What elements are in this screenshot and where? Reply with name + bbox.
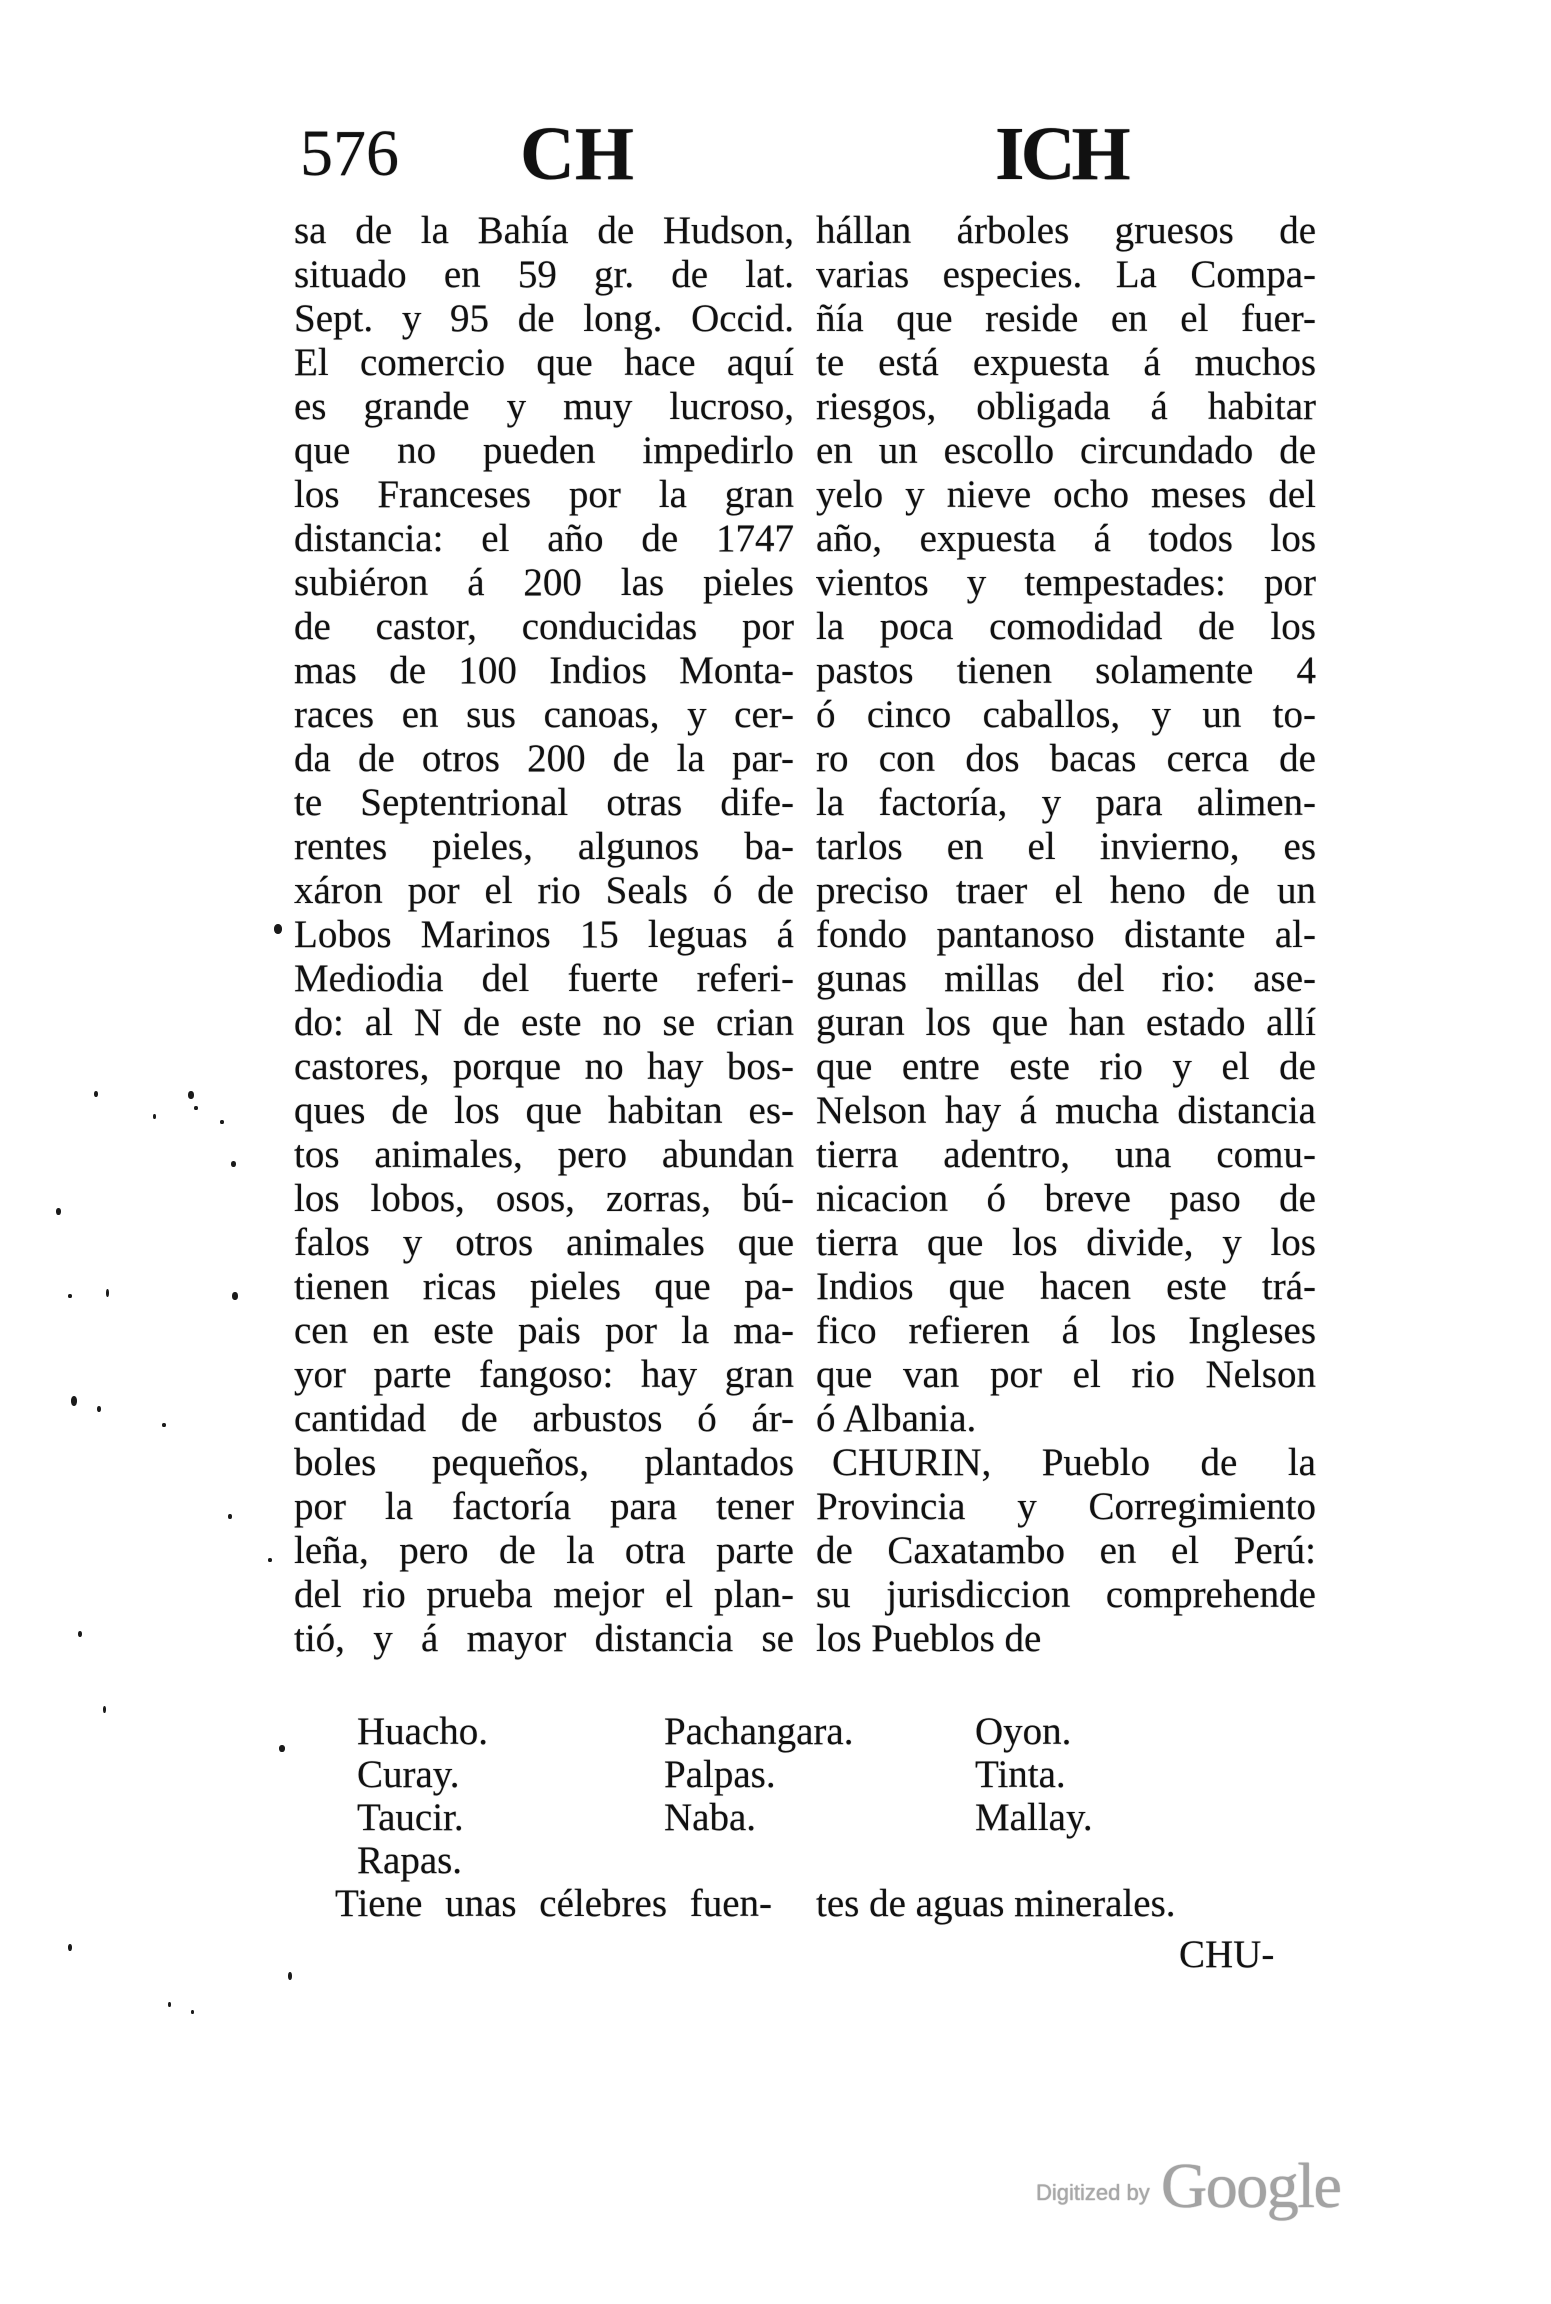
right-column-line: Nelson hay á mucha distancia xyxy=(816,1089,1316,1132)
scan-speck xyxy=(68,1944,72,1951)
left-text-column xyxy=(294,209,794,1661)
left-column-line: cantidad de arbustos ó ár- xyxy=(294,1397,794,1440)
entry-heading-line: CHURIN, Pueblo de la xyxy=(832,1441,1316,1484)
left-column-line: leña, pero de la otra parte xyxy=(294,1529,794,1572)
right-column-line: ro con dos bacas cerca de xyxy=(816,737,1316,780)
left-column-line: Mediodia del fuerte referi- xyxy=(294,957,794,1000)
left-column-line: tienen ricas pieles que pa- xyxy=(294,1265,794,1308)
left-column-line: ques de los que habitan es- xyxy=(294,1089,794,1132)
right-column-line: ó Albania. xyxy=(816,1397,977,1440)
left-column-line: yor parte fangoso: hay gran xyxy=(294,1353,794,1396)
right-column-line: vientos y tempestades: por xyxy=(816,561,1316,604)
running-head-right: ICH xyxy=(995,112,1127,196)
right-column-line: tarlos en el invierno, es xyxy=(816,825,1316,868)
right-column-line: te está expuesta á muchos xyxy=(816,341,1316,384)
right-column-line: la poca comodidad de los xyxy=(816,605,1316,648)
right-text-column xyxy=(816,209,1316,1661)
left-column-line: del rio prueba mejor el plan- xyxy=(294,1573,794,1616)
scan-speck xyxy=(97,1406,101,1412)
left-column-line: races en sus canoas, y cer- xyxy=(294,693,794,736)
right-column-line: ó cinco caballos, y un to- xyxy=(816,693,1316,736)
pueblo-name: Taucir. xyxy=(357,1796,464,1839)
right-column-line: que entre este rio y el de xyxy=(816,1045,1316,1088)
right-column-line: gunas millas del rio: ase- xyxy=(816,957,1316,1000)
digitized-by-label: Digitized by xyxy=(1036,2180,1150,2205)
pueblos-row xyxy=(0,1753,1551,1796)
right-column-line: año, expuesta á todos los xyxy=(816,517,1316,560)
right-column-line: tierra que los divide, y los xyxy=(816,1221,1316,1264)
scan-speck xyxy=(232,1292,238,1300)
pueblos-row xyxy=(0,1839,1551,1882)
left-column-line: los lobos, osos, zorras, bú- xyxy=(294,1177,794,1220)
pueblo-name: Huacho. xyxy=(357,1710,489,1753)
scan-speck xyxy=(162,1423,166,1427)
pueblo-name: Tinta. xyxy=(975,1753,1066,1796)
scan-speck xyxy=(94,1091,98,1097)
left-column-line: por la factoría para tener xyxy=(294,1485,794,1528)
right-column-line: los Pueblos de xyxy=(816,1617,1042,1660)
scan-speck xyxy=(168,2002,171,2007)
pueblos-row xyxy=(0,1796,1551,1839)
right-column-line: fico refieren á los Ingleses xyxy=(816,1309,1316,1352)
left-column-line: boles pequeños, plantados xyxy=(294,1441,794,1484)
scan-speck xyxy=(78,1631,82,1637)
scan-speck xyxy=(106,1289,109,1297)
right-column-line: pastos tienen solamente 4 xyxy=(816,649,1316,692)
scan-speck xyxy=(56,1208,61,1215)
running-head-left: CH xyxy=(520,112,634,196)
left-column-line: cen en este pais por la ma- xyxy=(294,1309,794,1352)
left-column-line: castores, porque no hay bos- xyxy=(294,1045,794,1088)
scan-speck xyxy=(188,1091,194,1099)
page-number: 576 xyxy=(300,117,399,190)
left-column-line: xáron por el rio Seals ó de xyxy=(294,869,794,912)
scan-speck xyxy=(268,1558,272,1562)
right-column-line: en un escollo circundado de xyxy=(816,429,1316,472)
google-logo: Google xyxy=(1161,2150,1341,2221)
left-column-line: da de otros 200 de la par- xyxy=(294,737,794,780)
right-column-line: Indios que hacen este trá- xyxy=(816,1265,1316,1308)
left-column-line: distancia: el año de 1747 xyxy=(294,517,794,560)
right-column-line: riesgos, obligada á habitar xyxy=(816,385,1316,428)
right-column-line: su jurisdiccion comprehende xyxy=(816,1573,1316,1616)
scan-speck xyxy=(220,1120,224,1124)
scan-speck xyxy=(228,1514,232,1519)
pueblo-name: Mallay. xyxy=(975,1796,1093,1839)
closing-sentence-end: tes de aguas minerales. xyxy=(816,1882,1176,1925)
right-column-line: nicacion ó breve paso de xyxy=(816,1177,1316,1220)
scan-speck xyxy=(279,1745,285,1752)
right-column-line: ñía que reside en el fuer- xyxy=(816,297,1316,340)
left-column-line: mas de 100 Indios Monta- xyxy=(294,649,794,692)
pueblo-name: Curay. xyxy=(357,1753,460,1796)
pueblo-name: Palpas. xyxy=(664,1753,776,1796)
right-column-line: preciso traer el heno de un xyxy=(816,869,1316,912)
scan-speck xyxy=(71,1396,77,1406)
left-column-line: de castor, conducidas por xyxy=(294,605,794,648)
pueblo-name: Naba. xyxy=(664,1796,757,1839)
right-column-line: guran los que han estado allí xyxy=(816,1001,1316,1044)
right-column-line: fondo pantanoso distante al- xyxy=(816,913,1316,956)
left-column-line: es grande y muy lucroso, xyxy=(294,385,794,428)
scan-speck xyxy=(103,1706,106,1713)
left-column-line: situado en 59 gr. de lat. xyxy=(294,253,794,296)
left-column-line: El comercio que hace aquí xyxy=(294,341,794,384)
right-column-line: la factoría, y para alimen- xyxy=(816,781,1316,824)
right-column-line: de Caxatambo en el Perú: xyxy=(816,1529,1316,1572)
right-column-line: tierra adentro, una comu- xyxy=(816,1133,1316,1176)
left-column-line: tos animales, pero abundan xyxy=(294,1133,794,1176)
left-column-line: te Septentrional otras dife- xyxy=(294,781,794,824)
left-column-line: que no pueden impedirlo xyxy=(294,429,794,472)
left-column-line: Lobos Marinos 15 leguas á xyxy=(294,913,794,956)
pueblos-row xyxy=(0,1710,1551,1753)
scan-speck xyxy=(191,2010,194,2014)
right-column-line: hállan árboles gruesos de xyxy=(816,209,1316,252)
catchword: CHU- xyxy=(1179,1933,1275,1976)
left-column-line: los Franceses por la gran xyxy=(294,473,794,516)
left-column-line: Sept. y 95 de long. Occid. xyxy=(294,297,794,340)
left-column-line: do: al N de este no se crian xyxy=(294,1001,794,1044)
right-column-line: yelo y nieve ocho meses del xyxy=(816,473,1316,516)
scan-speck xyxy=(288,1972,292,1980)
left-column-line: falos y otros animales que xyxy=(294,1221,794,1264)
pueblos-list xyxy=(0,1710,1551,1882)
scan-speck xyxy=(68,1294,72,1298)
right-column-line: varias especies. La Compa- xyxy=(816,253,1316,296)
scan-speck xyxy=(153,1114,156,1119)
right-column-line: que van por el rio Nelson xyxy=(816,1353,1316,1396)
left-column-line: tió, y á mayor distancia se xyxy=(294,1617,794,1660)
pueblo-name: Pachangara. xyxy=(664,1710,854,1753)
scan-speck xyxy=(194,1106,198,1110)
left-column-line: rentes pieles, algunos ba- xyxy=(294,825,794,868)
pueblo-name: Rapas. xyxy=(357,1839,463,1882)
left-column-line: subiéron á 200 las pieles xyxy=(294,561,794,604)
right-column-line: Provincia y Corregimiento xyxy=(816,1485,1316,1528)
scan-speck xyxy=(231,1161,236,1167)
left-column-line: sa de la Bahía de Hudson, xyxy=(294,209,794,252)
pueblo-name: Oyon. xyxy=(975,1710,1072,1753)
scan-speck xyxy=(274,924,282,934)
closing-sentence-start: Tiene unas célebres fuen- xyxy=(335,1882,772,1925)
